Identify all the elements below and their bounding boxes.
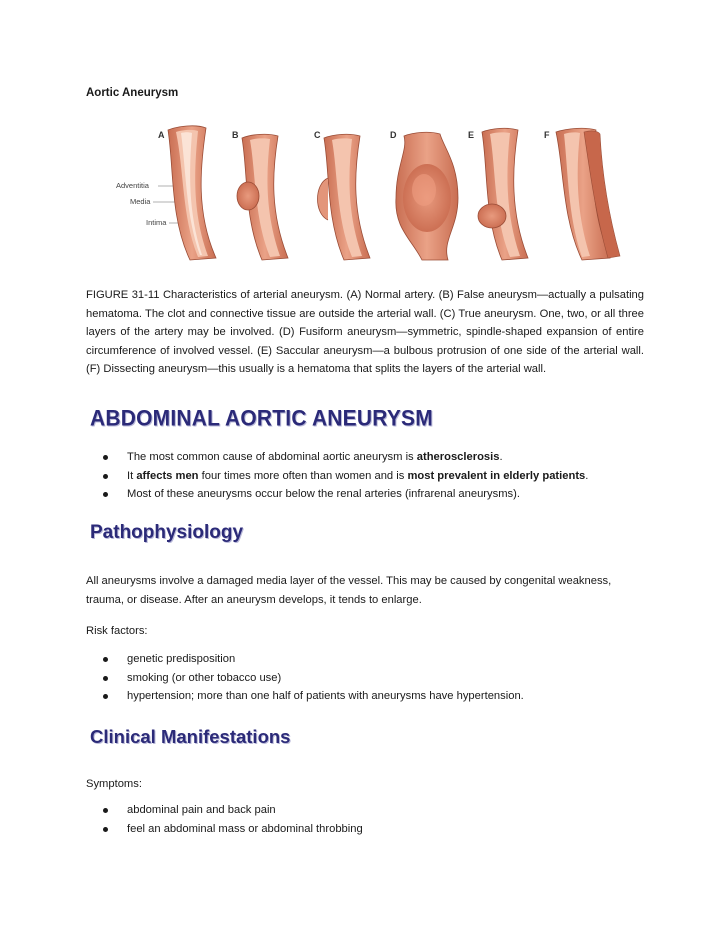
artery-fusiform-aneurysm — [396, 132, 458, 260]
list-item: The most common cause of abdominal aortic aneurysm is atherosclerosis. — [100, 448, 588, 467]
artery-dissecting-aneurysm — [556, 128, 620, 260]
document-title: Aortic Aneurysm — [86, 87, 179, 99]
artery-saccular-aneurysm — [478, 128, 528, 260]
panel-letter-c: C — [314, 130, 321, 140]
bullet-icon — [103, 676, 108, 681]
artery-normal — [168, 126, 216, 260]
panel-letter-d: D — [390, 130, 397, 140]
list-item: smoking (or other tobacco use) — [100, 669, 524, 688]
bullet-icon — [103, 657, 108, 662]
bullet-icon — [103, 474, 108, 479]
list-item: Most of these aneurysms occur below the renal arteries (infrarenal aneurysms). — [100, 485, 588, 504]
artery-true-aneurysm — [318, 134, 371, 260]
panel-letter-a: A — [158, 130, 165, 140]
bullet-icon — [103, 694, 108, 699]
symptoms-list — [100, 801, 363, 838]
pathophysiology-paragraph: All aneurysms involve a damaged media layer of the vessel. This may be caused by congenital weakness, trauma, or disease. After an aneurysm develops, it tends to enlarge. — [86, 575, 612, 606]
panel-letter-f: F — [544, 130, 550, 140]
aaa-bullet-list — [100, 448, 588, 504]
aneurysm-figure — [108, 118, 644, 268]
risk-factors-label: Risk factors: — [86, 625, 148, 637]
heading-pathophysiology: Pathophysiology — [90, 522, 244, 543]
bullet-icon — [103, 827, 108, 832]
heading-abdominal-aortic-aneurysm: ABDOMINAL AORTIC ANEURYSM — [90, 406, 433, 431]
label-adventitia: Adventitia — [116, 181, 149, 190]
artery-false-aneurysm — [237, 134, 288, 260]
symptoms-label: Symptoms: — [86, 778, 142, 790]
label-intima: Intima — [146, 218, 167, 227]
risk-factors-list — [100, 650, 524, 706]
list-item: feel an abdominal mass or abdominal throbbing — [100, 820, 363, 839]
bullet-icon — [103, 455, 108, 460]
list-item: abdominal pain and back pain — [100, 801, 363, 820]
list-item: genetic predisposition — [100, 650, 524, 669]
list-item: hypertension; more than one half of patients with aneurysms have hypertension. — [100, 687, 524, 706]
panel-letter-b: B — [232, 130, 239, 140]
label-media: Media — [130, 197, 151, 206]
figure-caption: FIGURE 31-11 Characteristics of arterial aneurysm. (A) Normal artery. (B) False aneurysm—actually a pulsating hematoma. The clot and connective tissue are outside the arterial wall. (C) True aneurysm. One, two, or all three layers of the artery may be involved. (D) Fusiform aneurysm—symmetric, spindle-shaped expansion of entire circumference of involved vessel. (E) Saccular aneurysm—a bulbous protrusion of one side of the arterial wall. (F) Dissecting aneurysm—this usually is a hematoma that splits the layers of the arterial wall. — [86, 289, 644, 376]
bullet-icon — [103, 492, 108, 497]
bullet-icon — [103, 808, 108, 813]
panel-letter-e: E — [468, 130, 475, 140]
list-item: It affects men four times more often than women and is most prevalent in elderly patients. — [100, 467, 588, 486]
heading-clinical-manifestations: Clinical Manifestations — [90, 726, 291, 747]
